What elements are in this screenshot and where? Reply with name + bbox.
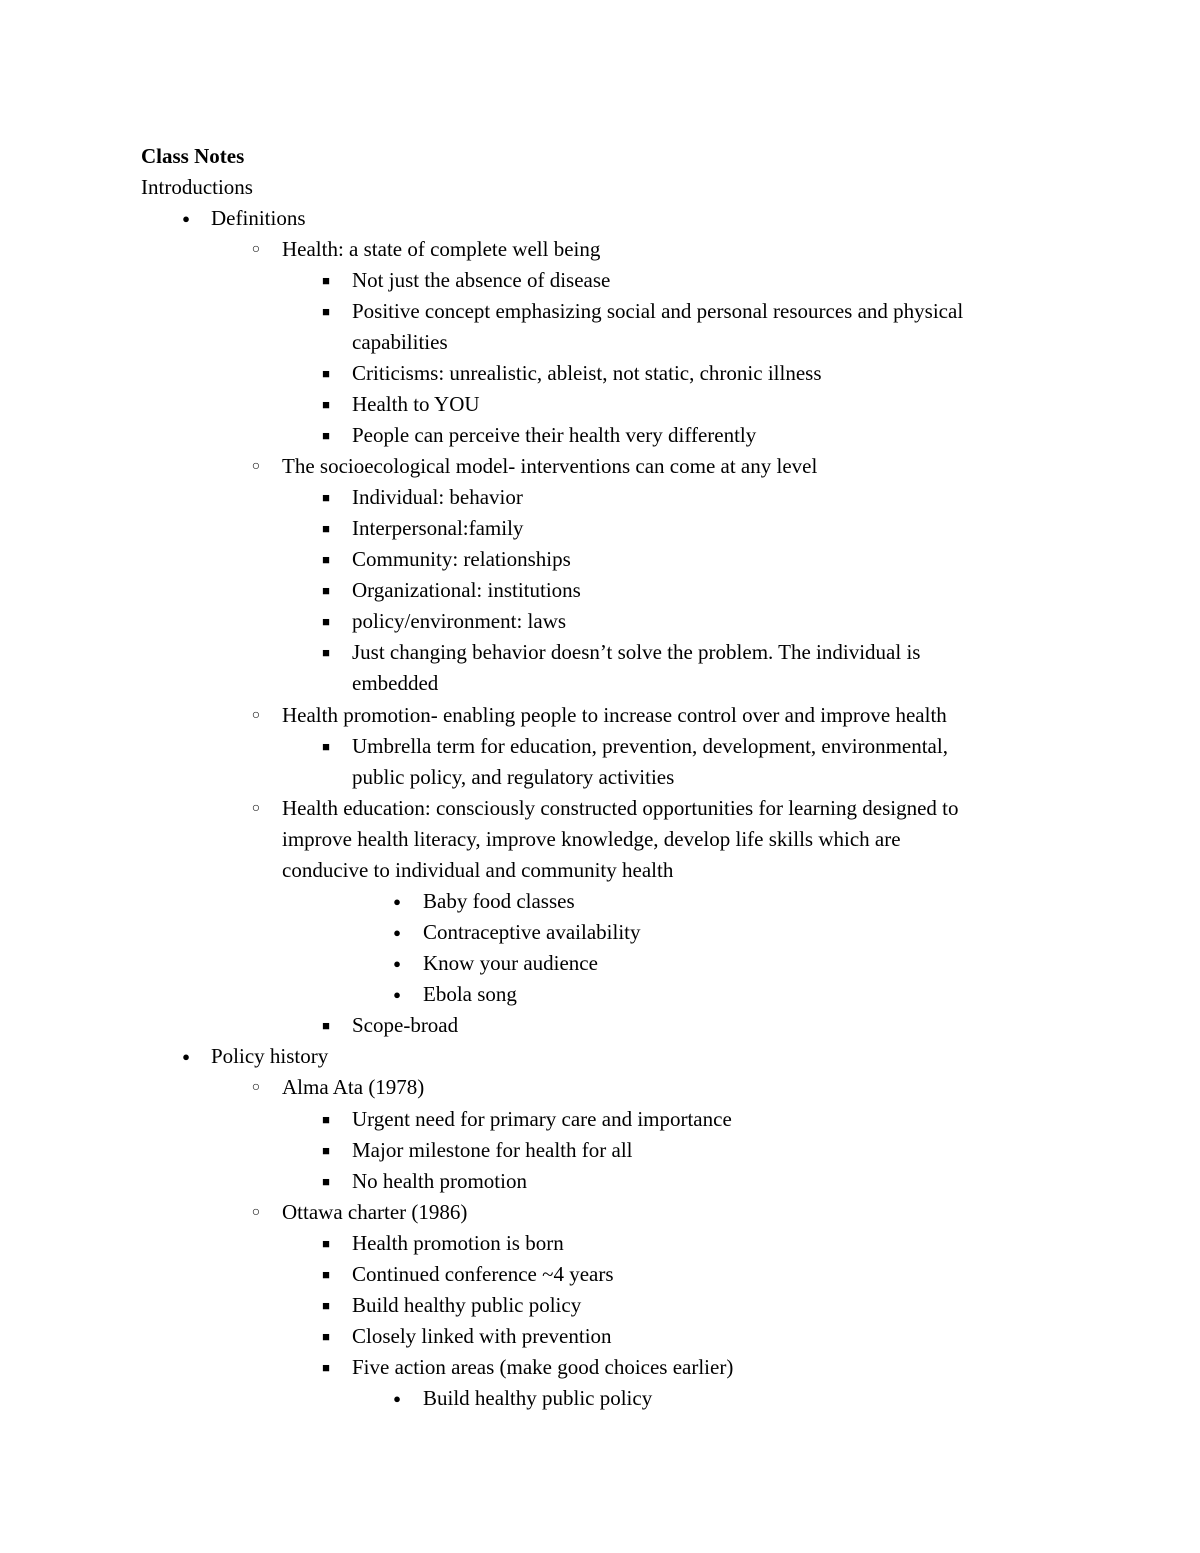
bullet-circle: ○ [251, 801, 261, 816]
bullet-square: ■ [322, 1236, 330, 1251]
bullet-square: ■ [322, 428, 330, 443]
bullet-disc: ● [393, 925, 401, 940]
list-item: Health: a state of complete well being [282, 237, 601, 261]
list-item: Major milestone for health for all [352, 1138, 633, 1162]
bullet-square: ■ [322, 1360, 330, 1375]
bullet-square: ■ [322, 273, 330, 288]
list-item: Continued conference ~4 years [352, 1262, 614, 1286]
bullet-square: ■ [322, 1329, 330, 1344]
list-item: Ebola song [423, 982, 517, 1006]
list-item: Ottawa charter (1986) [282, 1200, 468, 1224]
list-item: Urgent need for primary care and importance [352, 1107, 732, 1131]
line-introductions: Introductions [141, 175, 253, 199]
bullet-square: ■ [322, 1267, 330, 1282]
bullet-square: ■ [322, 583, 330, 598]
list-item: Scope-broad [352, 1013, 459, 1037]
bullet-disc: ● [182, 211, 190, 226]
bullet-square: ■ [322, 366, 330, 381]
bullet-square: ■ [322, 1018, 330, 1033]
list-item-continuation: improve health literacy, improve knowledge, develop life skills which are [282, 827, 901, 851]
bullet-square: ■ [322, 614, 330, 629]
bullet-disc: ● [182, 1049, 190, 1064]
bullet-square: ■ [322, 1298, 330, 1313]
list-item: Contraceptive availability [423, 920, 641, 944]
bullet-square: ■ [322, 304, 330, 319]
bullet-circle: ○ [251, 1205, 261, 1220]
list-item: Health promotion- enabling people to increase control over and improve health [282, 703, 947, 727]
list-item: Criticisms: unrealistic, ableist, not static, chronic illness [352, 361, 822, 385]
bullet-square: ■ [322, 397, 330, 412]
list-item-continuation: public policy, and regulatory activities [352, 765, 675, 789]
bullet-square: ■ [322, 552, 330, 567]
list-item: Interpersonal:family [352, 516, 524, 540]
list-item: Individual: behavior [352, 485, 523, 509]
list-item: Build healthy public policy [352, 1293, 582, 1317]
bullet-disc: ● [393, 956, 401, 971]
list-item: Build healthy public policy [423, 1386, 653, 1410]
list-item: Not just the absence of disease [352, 268, 611, 292]
line-definitions: Definitions [211, 206, 306, 230]
list-item: Umbrella term for education, prevention, development, environmental, [352, 734, 948, 758]
list-item-continuation: capabilities [352, 330, 448, 354]
bullet-square: ■ [322, 1143, 330, 1158]
bullet-square: ■ [322, 739, 330, 754]
bullet-square: ■ [322, 521, 330, 536]
list-item: The socioecological model- interventions can come at any level [282, 454, 818, 478]
list-item: Health to YOU [352, 392, 480, 416]
bullet-square: ■ [322, 1112, 330, 1127]
list-item: Health promotion is born [352, 1231, 564, 1255]
list-item: Organizational: institutions [352, 578, 581, 602]
list-item: People can perceive their health very differently [352, 423, 757, 447]
list-item: Positive concept emphasizing social and personal resources and physical [352, 299, 964, 323]
list-item: Alma Ata (1978) [282, 1075, 425, 1099]
bullet-circle: ○ [251, 708, 261, 723]
list-item: Community: relationships [352, 547, 571, 571]
bullet-square: ■ [322, 1174, 330, 1189]
bullet-square: ■ [322, 645, 330, 660]
list-item-continuation: conducive to individual and community health [282, 858, 674, 882]
bullet-disc: ● [393, 1391, 401, 1406]
list-item: Health education: consciously constructed opportunities for learning designed to [282, 796, 959, 820]
list-item: policy/environment: laws [352, 609, 567, 633]
list-item-continuation: embedded [352, 671, 439, 695]
list-item: Know your audience [423, 951, 598, 975]
bullet-circle: ○ [251, 459, 261, 474]
bullet-circle: ○ [251, 242, 261, 257]
list-item: Baby food classes [423, 889, 575, 913]
list-item: Five action areas (make good choices earlier) [352, 1355, 734, 1379]
list-item: Closely linked with prevention [352, 1324, 612, 1348]
bullet-disc: ● [393, 987, 401, 1002]
line-policy-history: Policy history [211, 1044, 329, 1068]
bullet-circle: ○ [251, 1080, 261, 1095]
document-title: Class Notes [141, 144, 245, 168]
bullet-square: ■ [322, 490, 330, 505]
list-item: Just changing behavior doesn’t solve the problem. The individual is [352, 640, 921, 664]
bullet-disc: ● [393, 894, 401, 909]
list-item: No health promotion [352, 1169, 527, 1193]
